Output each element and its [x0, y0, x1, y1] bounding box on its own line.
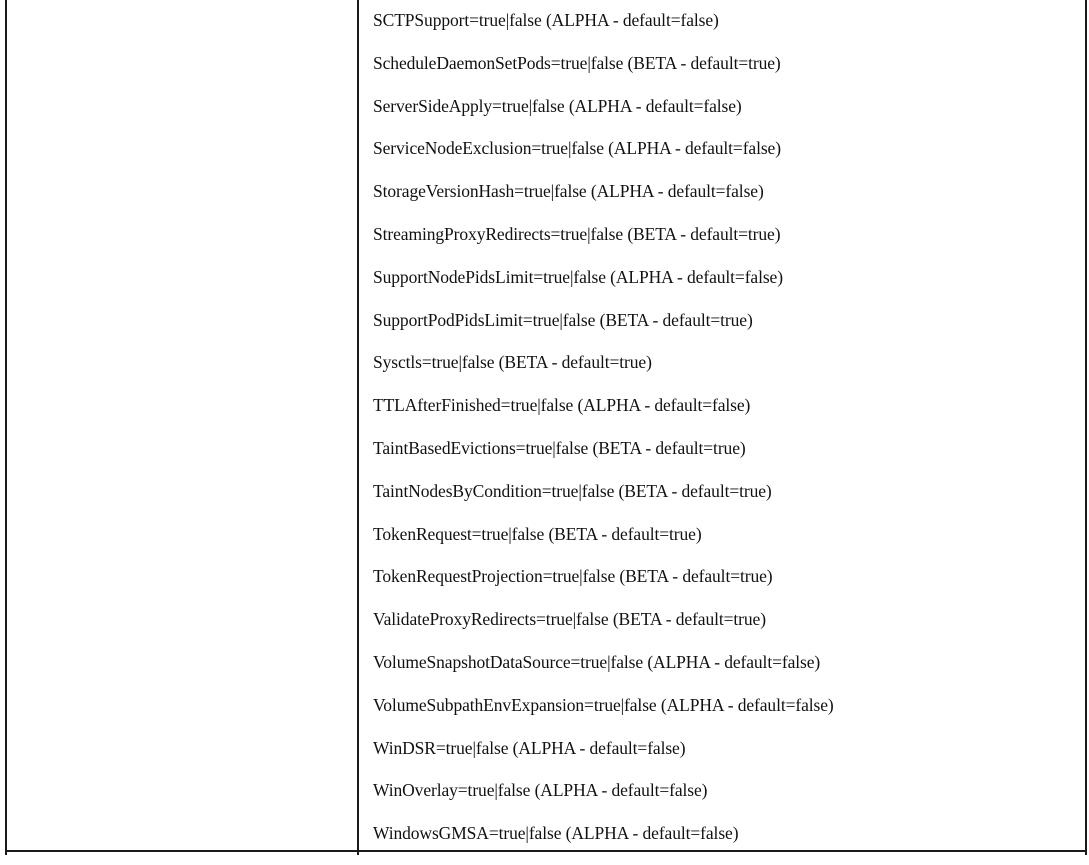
feature-gate-line: ServiceNodeExclusion=true|false (ALPHA - default=false): [373, 138, 781, 159]
feature-gate-line: ValidateProxyRedirects=true|false (BETA - default=true): [373, 609, 766, 630]
table-border-right: [1085, 0, 1087, 855]
feature-gate-list: [373, 9, 834, 865]
feature-gate-line: ServerSideApply=true|false (ALPHA - default=false): [373, 95, 742, 116]
feature-gate-line: TTLAfterFinished=true|false (ALPHA - default=false): [373, 395, 751, 416]
feature-gate-line: ScheduleDaemonSetPods=true|false (BETA - default=true): [373, 52, 781, 73]
feature-gate-line: TokenRequest=true|false (BETA - default=true): [373, 523, 702, 544]
feature-gate-line: TokenRequestProjection=true|false (BETA - default=true): [373, 566, 773, 587]
feature-gate-line: Sysctls=true|false (BETA - default=true): [373, 352, 652, 373]
feature-gate-line: VolumeSnapshotDataSource=true|false (ALPHA - default=false): [373, 651, 821, 672]
table-border-left: [5, 0, 7, 855]
table-column-divider: [357, 0, 359, 855]
feature-gate-line: StorageVersionHash=true|false (ALPHA - default=false): [373, 181, 764, 202]
feature-gate-line: SCTPSupport=true|false (ALPHA - default=false): [373, 10, 719, 30]
table-right-cell: [359, 0, 1085, 850]
table-border-bottom: [5, 850, 1087, 852]
feature-gate-line: VolumeSubpathEnvExpansion=true|false (ALPHA - default=false): [373, 694, 834, 715]
feature-gate-line: SupportPodPidsLimit=true|false (BETA - default=true): [373, 309, 753, 330]
table-left-cell: [7, 0, 357, 850]
feature-gate-line: TaintNodesByCondition=true|false (BETA - default=true): [373, 480, 772, 501]
feature-gate-line: TaintBasedEvictions=true|false (BETA - default=true): [373, 437, 746, 458]
feature-gate-line: WinOverlay=true|false (ALPHA - default=false): [373, 780, 708, 801]
feature-gate-line: WinDSR=true|false (ALPHA - default=false): [373, 737, 686, 758]
feature-gate-line: SupportNodePidsLimit=true|false (ALPHA - default=false): [373, 266, 783, 287]
feature-gate-line: StreamingProxyRedirects=true|false (BETA - default=true): [373, 223, 781, 244]
feature-gate-line: WindowsGMSA=true|false (ALPHA - default=false): [373, 823, 739, 844]
